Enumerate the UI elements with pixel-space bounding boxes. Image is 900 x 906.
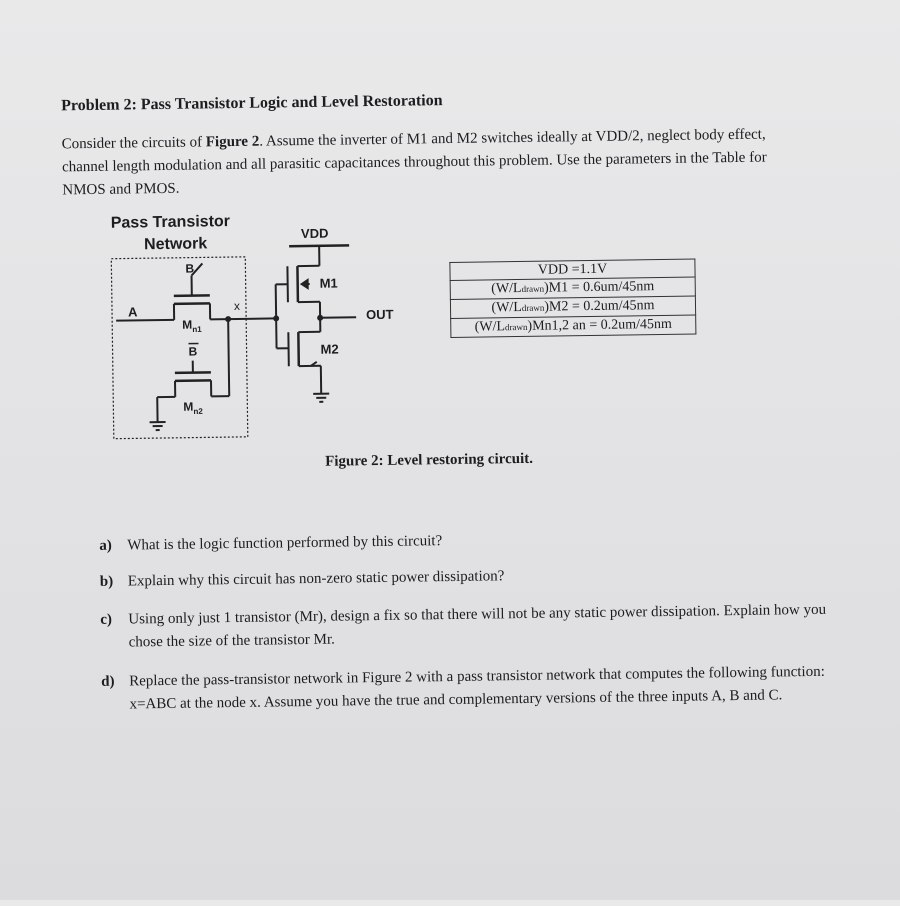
m1-label: M1: [320, 276, 338, 291]
mn1-label: $M_{n1}$: [182, 317, 202, 334]
network-label-line1: Pass Transistor: [111, 213, 230, 233]
param-m1: (W/Ldrawn)M1 = 0.6um/45nm: [450, 277, 695, 299]
out-label: OUT: [366, 307, 394, 322]
parameters-table: [449, 259, 696, 338]
intro-prefix: Consider the circuits of: [62, 134, 206, 152]
figure-caption: Figure 2: Level restoring circuit.: [325, 451, 533, 471]
param-mn12: (W/Ldrawn)Mn1,2 an = 0.2um/45nm: [451, 315, 696, 337]
network-label-line2: Network: [144, 235, 207, 254]
vdd-label: VDD: [301, 226, 329, 241]
m1-transistor: [287, 266, 319, 302]
intro-suffix: . Assume the inverter of M1 and M2 switches ideally at VDD/2, neglect body effect, channel length modulation and all parasitic capacitances throughout this problem. Use the parameters in the Table for NMOS and PMOS.: [62, 127, 767, 199]
input-b-bar-label: B: [189, 345, 198, 359]
node-a-label: A: [128, 304, 138, 319]
problem-title: Problem 2: Pass Transistor Logic and Level Restoration: [61, 92, 443, 115]
table-row: [451, 315, 696, 337]
network-box: [111, 257, 248, 439]
m2-transistor: [288, 332, 320, 366]
intro-figure-ref: Figure 2: [206, 134, 260, 151]
param-vdd: VDD =1.1V: [450, 259, 695, 280]
worksheet-page: Problem 2: Pass Transistor Logic and Level Restoration Consider the circuits of Figure 2. Assume the inverter of M1 and M2 switches ideally at VDD/2, neglect body effect, channel length modulation and all parasitic capacitances throughout this problem. Use the parameters in the Table for NMOS and PMOS. Pass Transistor Network VDD A x B B $M_{n1}$ $M_{n2}$ M1 M2 OUT VDD =1.1V (W/Ldrawn)M1 = 0.6um/45nm (W/Ldrawn)M2 = 0.2um/45nm (W/Ldrawn)Mn1,2 an = 0.2um/45nm Figure 2: Level restoring circuit. a) What is the logic function performed by this circuit? b) Explain why this circuit has non-zero static power dissipation? c) Using only just 1 transistor (Mr), design a fix so that there will not be any static power dissipation. Explain how you chose the size of the transistor Mr. d) Replace the pass-transistor network in Figure 2 with a pass transistor network that computes the following function: x=ABC at the node x. Assume you have the true and complementary versions of the three inputs A, B and C.: [0, 0, 900, 906]
m2-label: M2: [320, 342, 338, 357]
param-m2: (W/Ldrawn)M2 = 0.2um/45nm: [450, 296, 695, 318]
mn2-transistor: [149, 360, 212, 430]
node-x-label: x: [234, 299, 240, 313]
input-b-label: B: [185, 262, 194, 276]
mn2-label: $M_{n2}$: [183, 399, 203, 416]
